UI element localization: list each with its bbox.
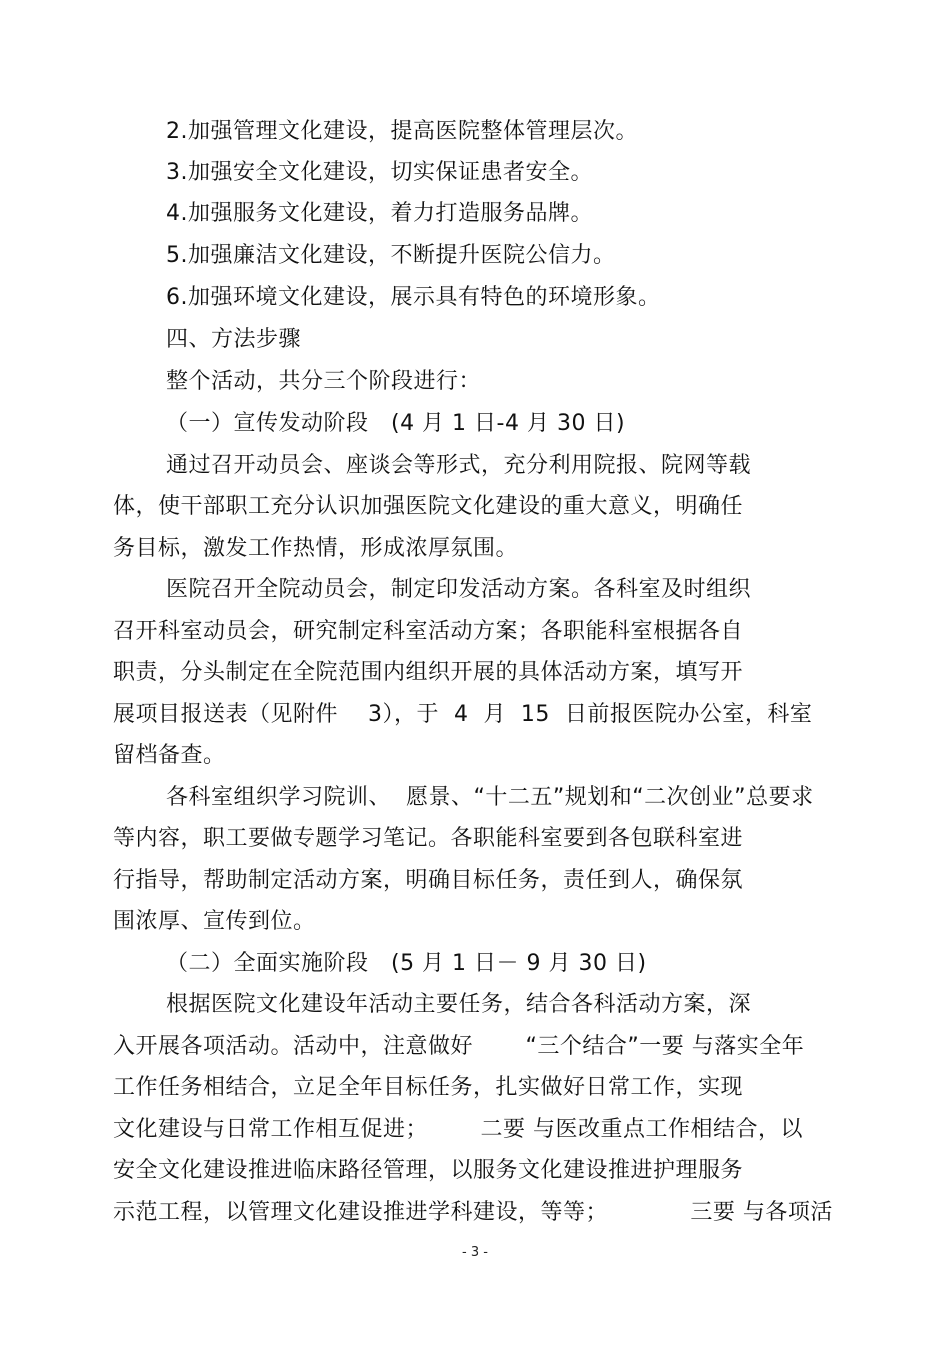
stage-heading-1: （一）宣传发动阶段 (4 月 1 日-4 月 30 日) [166, 411, 626, 436]
text-line-15: 展项目报送表（见附件 3），于 4 月 15 日前报医院办公室，科室 [113, 702, 813, 727]
text-line-11: 务目标，激发工作热情，形成浓厚氛围。 [113, 536, 519, 561]
stage-heading-2: （二）全面实施阶段 (5 月 1 日－ 9 月 30 日) [166, 951, 647, 976]
text-line-9: 通过召开动员会、座谈会等形式，充分利用院报、院网等载 [166, 453, 752, 478]
section-heading: 四、方法步骤 [166, 327, 302, 352]
text-line-3: 4.加强服务文化建设，着力打造服务品牌。 [166, 201, 593, 226]
text-line-10: 体，使干部职工充分认识加强医院文化建设的重大意义，明确任 [113, 494, 744, 519]
text-line-13: 召开科室动员会，研究制定科室活动方案；各职能科室根据各自 [113, 619, 744, 644]
text-line-14: 职责，分头制定在全院范围内组织开展的具体活动方案，填写开 [113, 660, 744, 685]
text-line-26: 安全文化建设推进临床路径管理，以服务文化建设推进护理服务 [113, 1158, 744, 1183]
text-line-5: 6.加强环境文化建设，展示具有特色的环境形象。 [166, 285, 661, 310]
text-line-18: 等内容，职工要做专题学习笔记。各职能科室要到各包联科室进 [113, 826, 744, 851]
text-line-12: 医院召开全院动员会，制定印发活动方案。各科室及时组织 [166, 577, 752, 602]
text-line-24: 工作任务相结合，立足全年目标任务，扎实做好日常工作，实现 [113, 1075, 744, 1100]
text-line-7: 整个活动，共分三个阶段进行： [166, 369, 482, 394]
text-line-1: 2.加强管理文化建设，提高医院整体管理层次。 [166, 119, 638, 144]
text-line-17: 各科室组织学习院训、 愿景、“十二五”规划和“二次创业”总要求 [166, 785, 814, 810]
text-line-22: 根据医院文化建设年活动主要任务，结合各科活动方案，深 [166, 992, 752, 1017]
text-line-4: 5.加强廉洁文化建设，不断提升医院公信力。 [166, 243, 616, 268]
text-line-19: 行指导，帮助制定活动方案，明确目标任务，责任到人，确保氛 [113, 868, 744, 893]
text-line-27: 示范工程，以管理文化建设推进学科建设，等等； 三要 与各项活 [113, 1200, 833, 1225]
text-line-20: 围浓厚、宣传到位。 [113, 909, 316, 934]
text-line-23: 入开展各项活动。活动中，注意做好 “三个结合”一要 与落实全年 [113, 1034, 805, 1059]
page-number: - 3 - [462, 1245, 488, 1260]
text-line-25: 文化建设与日常工作相互促进； 二要 与医改重点工作相结合，以 [113, 1117, 803, 1142]
text-line-16: 留档备查。 [113, 743, 226, 768]
text-line-2: 3.加强安全文化建设，切实保证患者安全。 [166, 160, 593, 185]
